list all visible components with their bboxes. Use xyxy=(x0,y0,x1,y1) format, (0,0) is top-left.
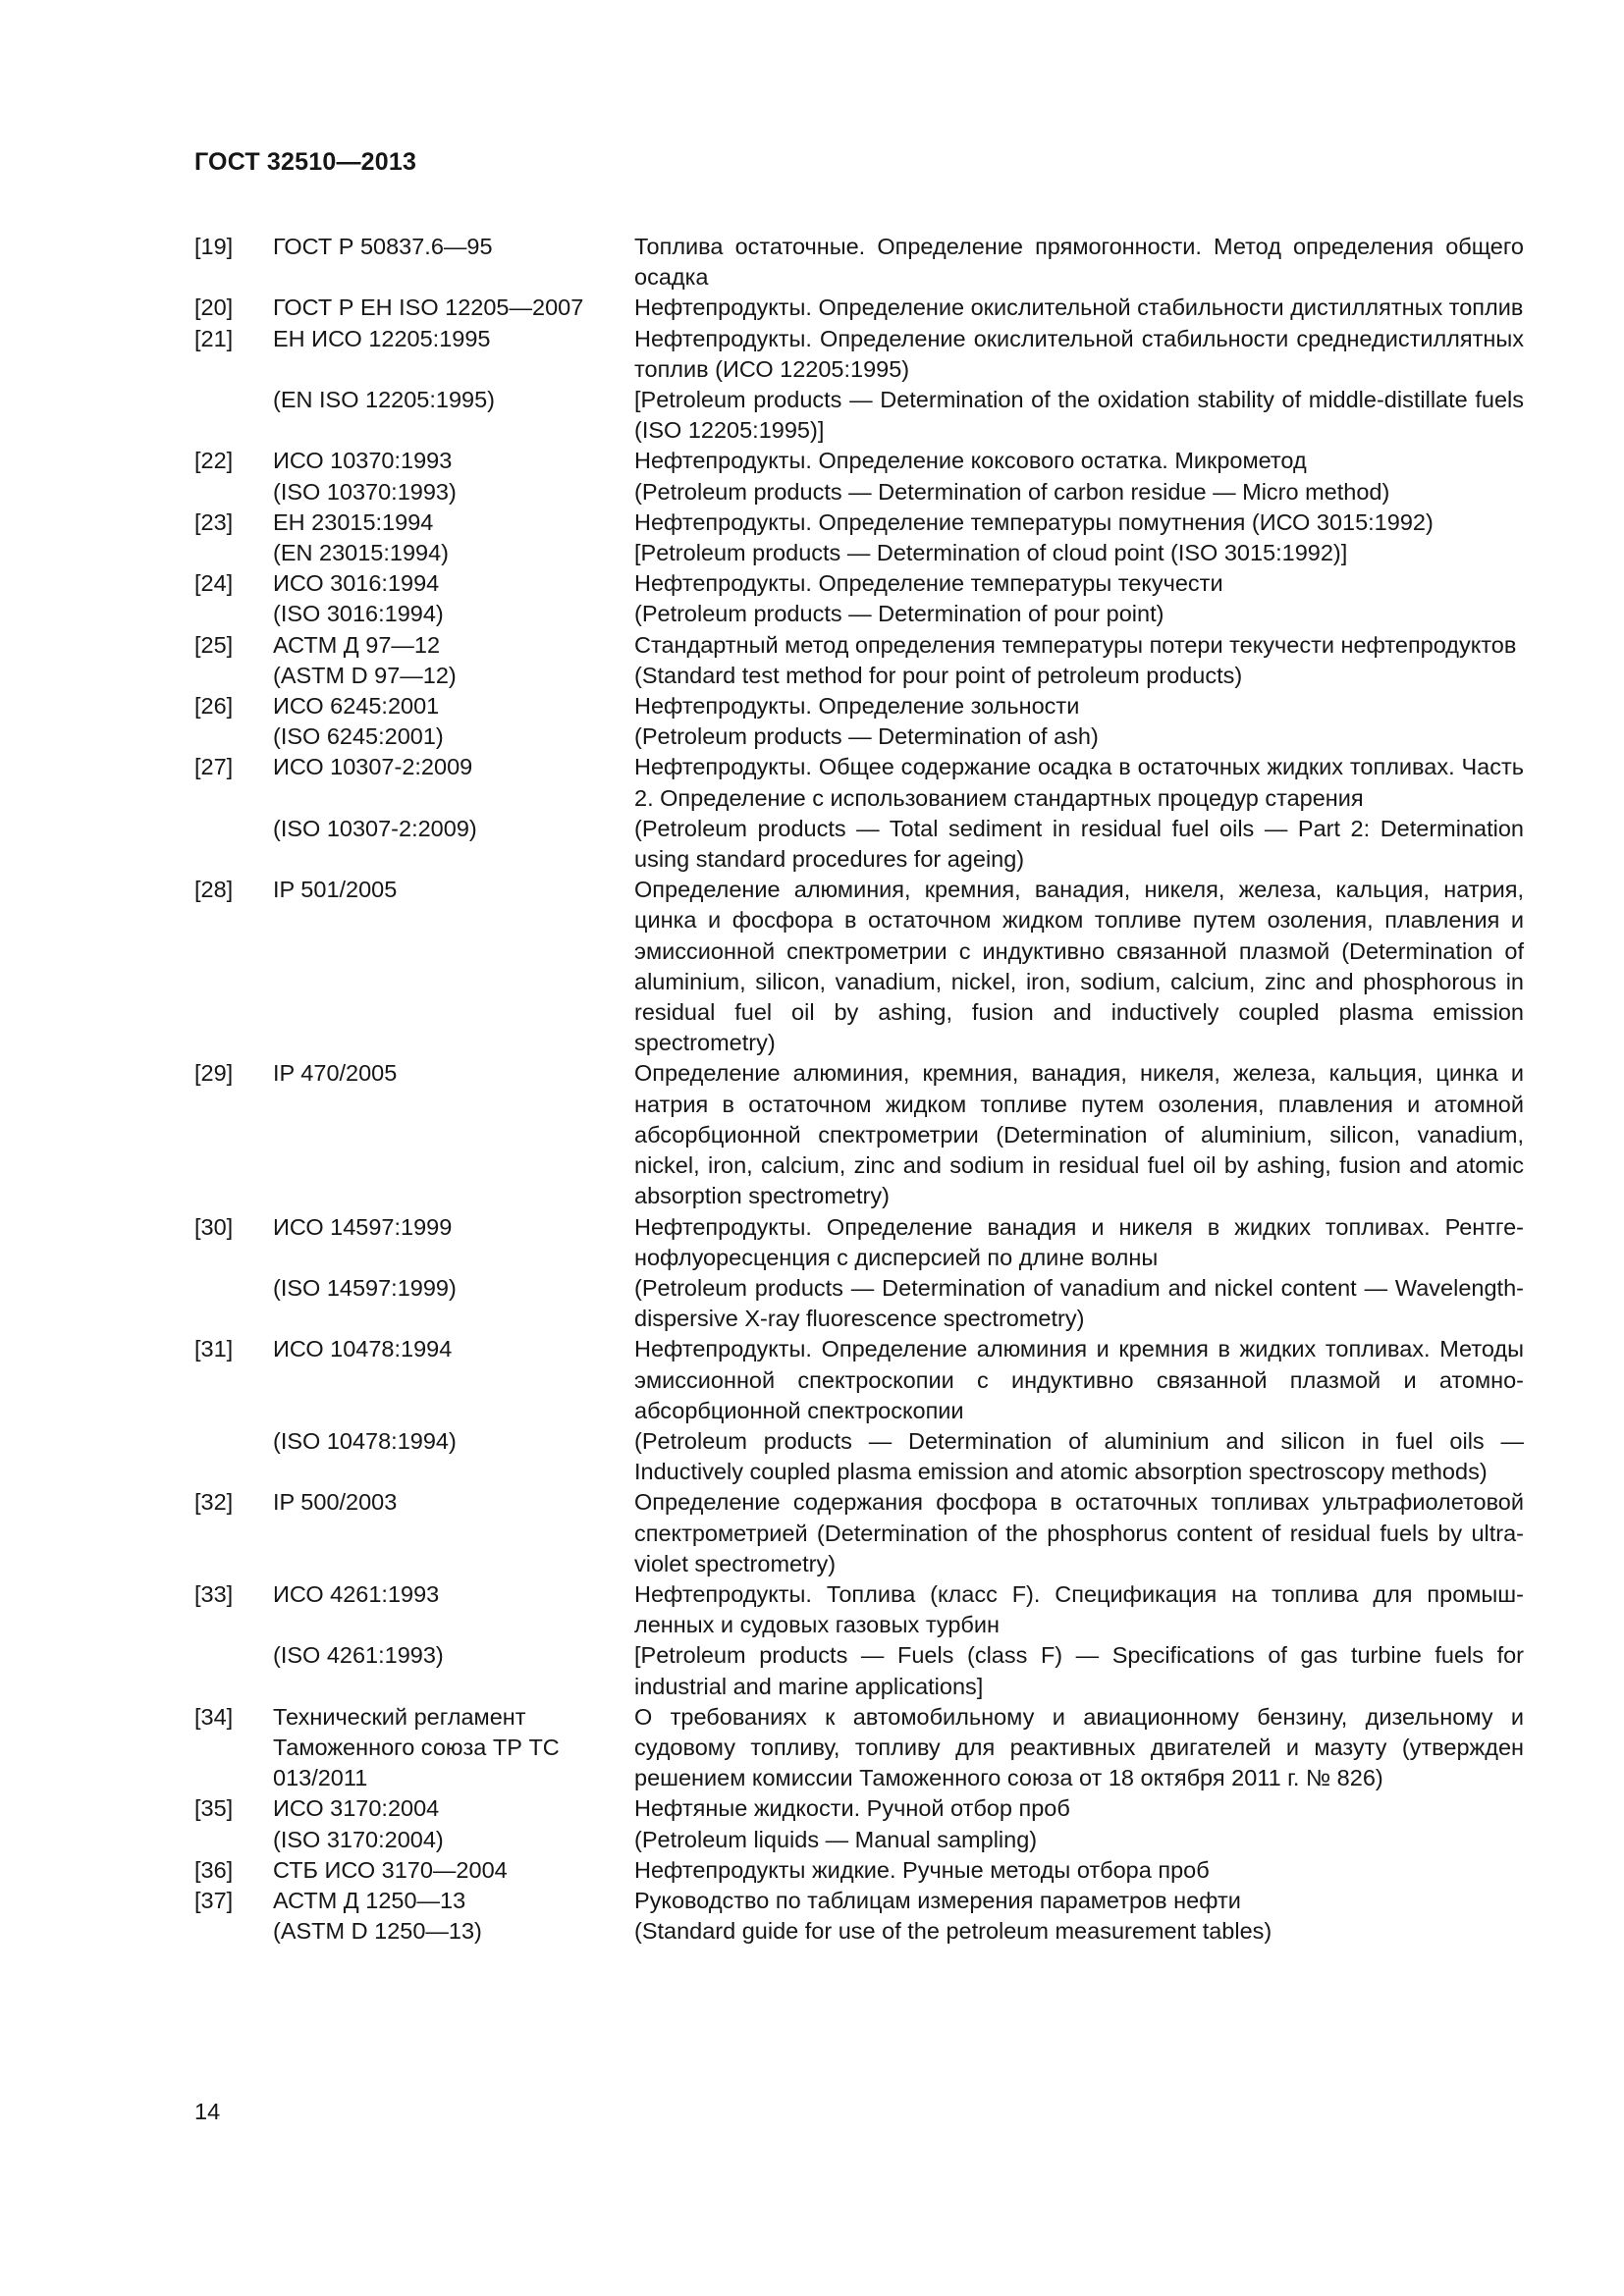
reference-code: ИСО 4261:1993 xyxy=(273,1580,440,1607)
reference-row xyxy=(194,1579,1524,1640)
reference-title: Нефтепродукты жидкие. Ручные методы отбора проб xyxy=(634,1856,1210,1883)
reference-title: Нефтепродукты. Определение ванадия и никеля в жидких топливах. Рентгенофлуоресценция с дисперсией по длине волны xyxy=(634,1213,1524,1270)
reference-row xyxy=(194,385,1524,446)
reference-row xyxy=(194,599,1524,629)
reference-number: [27] xyxy=(194,754,234,780)
reference-row xyxy=(194,1793,1524,1824)
reference-title: (Petroleum products — Total sediment in residual fuel oils — Part 2: Determination using standard procedures for ageing) xyxy=(634,815,1524,873)
reference-number: [21] xyxy=(194,325,234,351)
document-header-title: ГОСТ 32510—2013 xyxy=(194,148,417,176)
reference-title: [Petroleum products — Fuels (class F) — Specifications of gas turbine fuels for industrial and marine applications] xyxy=(634,1642,1524,1699)
reference-number: [32] xyxy=(194,1489,234,1516)
reference-number: [37] xyxy=(194,1887,234,1913)
reference-title: (Petroleum products — Determination of carbon residue — Micro method) xyxy=(634,478,1390,505)
reference-row xyxy=(194,721,1524,752)
reference-row xyxy=(194,752,1524,813)
reference-code: (ISO 6245:2001) xyxy=(273,723,444,750)
reference-number: [20] xyxy=(194,294,234,321)
reference-code: (ISO 3170:2004) xyxy=(273,1826,444,1852)
reference-row xyxy=(194,1640,1524,1701)
reference-row xyxy=(194,324,1524,385)
reference-row xyxy=(194,630,1524,661)
reference-code: ГОСТ Р ЕН ISO 12205—2007 xyxy=(273,294,584,321)
reference-code: ИСО 14597:1999 xyxy=(273,1213,453,1240)
reference-title: (Petroleum liquids — Manual sampling) xyxy=(634,1826,1038,1852)
reference-title: Нефтепродукты. Определение окислительной стабильности дистиллятных топлив xyxy=(634,294,1524,321)
reference-row xyxy=(194,1058,1524,1211)
reference-code: ИСО 6245:2001 xyxy=(273,693,440,720)
reference-title: (Petroleum products — Determination of vanadium and nickel content — Wavelength-dispersive X-ray fluorescence spectrometry) xyxy=(634,1274,1524,1332)
reference-code: IP 470/2005 xyxy=(273,1060,398,1087)
reference-code: (ISO 4261:1993) xyxy=(273,1642,444,1669)
reference-title: (Petroleum products — Determination of ash) xyxy=(634,723,1099,750)
reference-code: ИСО 3170:2004 xyxy=(273,1795,440,1822)
reference-number: [26] xyxy=(194,693,234,720)
reference-title: Определение алюминия, кремния, ванадия, никеля, железа, кальция, цинка и натрия в остаточном жидком топливе путем озоления, плавления и атомной абсорбционной спектрометрии (Determination of aluminium, silicon, vanadium, nickel, iron, calcium, zinc and sodium in residual fuel oil by ashing, fusion and atomic absorption spectrometry) xyxy=(634,1060,1524,1209)
reference-title: Нефтепродукты. Общее содержание осадка в остаточных жидких топливах. Часть 2. Определение с использованием стандартных процедур старения xyxy=(634,754,1524,811)
reference-row xyxy=(194,1334,1524,1426)
reference-row xyxy=(194,1855,1524,1886)
reference-title: (Petroleum products — Determination of aluminium and silicon in fuel oils — Inductively coupled plasma emission and atomic absorption spectroscopy methods) xyxy=(634,1427,1524,1485)
reference-number: [25] xyxy=(194,631,234,658)
reference-title: Нефтепродукты. Топлива (класс F). Спецификация на топлива для промышленных и судовых газовых турбин xyxy=(634,1580,1524,1638)
reference-title: Руководство по таблицам измерения параметров нефти xyxy=(634,1887,1241,1913)
reference-title: Нефтепродукты. Определение коксового остатка. Микрометод xyxy=(634,448,1307,474)
reference-code: (ASTM D 1250—13) xyxy=(273,1918,482,1945)
reference-code: ИСО 3016:1994 xyxy=(273,570,440,597)
reference-row xyxy=(194,1825,1524,1855)
reference-code: ГОСТ Р 50837.6—95 xyxy=(273,234,493,259)
reference-code: Технический регламент Таможенного союза ТР ТС 013/2011 xyxy=(273,1703,560,1791)
reference-row xyxy=(194,875,1524,1058)
reference-title: Нефтепродукты. Определение зольности xyxy=(634,693,1080,720)
reference-code: ЕН 23015:1994 xyxy=(273,508,434,535)
reference-code: СТБ ИСО 3170—2004 xyxy=(273,1856,508,1883)
reference-row xyxy=(194,1916,1524,1947)
reference-row xyxy=(194,1487,1524,1579)
reference-code: (ASTM D 97—12) xyxy=(273,662,457,688)
reference-code: (ISO 10370:1993) xyxy=(273,478,457,505)
reference-title: (Standard guide for use of the petroleum measurement tables) xyxy=(634,1918,1272,1945)
reference-row xyxy=(194,293,1524,323)
reference-row xyxy=(194,538,1524,568)
reference-number: [31] xyxy=(194,1336,234,1362)
reference-code: АСТМ Д 1250—13 xyxy=(273,1887,466,1913)
reference-row xyxy=(194,446,1524,476)
reference-code: (ISO 14597:1999) xyxy=(273,1274,457,1301)
reference-row xyxy=(194,1273,1524,1334)
reference-row xyxy=(194,232,1524,293)
reference-row xyxy=(194,568,1524,599)
reference-row xyxy=(194,814,1524,875)
reference-row xyxy=(194,477,1524,507)
reference-row xyxy=(194,1886,1524,1916)
reference-title: Нефтепродукты. Определение температуры текучести xyxy=(634,570,1223,597)
reference-title: (Petroleum products — Determination of pour point) xyxy=(634,601,1164,627)
reference-number: [34] xyxy=(194,1703,234,1730)
reference-title: О требованиях к автомобильному и авиационному бензину, дизельному и судовому топливу, топливу для реактивных двигателей и мазуту (утвержден решением комиссии Таможенного союза от 18 октября 2011 г. № 826) xyxy=(634,1703,1524,1791)
reference-title: Нефтепродукты. Определение алюминия и кремния в жидких топливах. Методы эмиссионной спектроскопии с индуктивно связанной плазмой и атомно-абсорбционной спектроскопии xyxy=(634,1336,1524,1423)
reference-number: [24] xyxy=(194,570,234,597)
reference-code: (EN ISO 12205:1995) xyxy=(273,387,495,413)
page-number: 14 xyxy=(194,2099,221,2124)
reference-code: IP 501/2005 xyxy=(273,877,398,903)
reference-code: ИСО 10478:1994 xyxy=(273,1336,453,1362)
reference-number: [22] xyxy=(194,448,234,474)
reference-number: [30] xyxy=(194,1213,234,1240)
reference-code: ИСО 10307-2:2009 xyxy=(273,754,473,780)
reference-row xyxy=(194,507,1524,538)
reference-number: [28] xyxy=(194,877,234,903)
reference-code: IP 500/2003 xyxy=(273,1489,398,1516)
reference-code: (ISO 10307-2:2009) xyxy=(273,815,477,841)
reference-title: Топлива остаточные. Определение прямогонности. Метод определения общего осадка xyxy=(634,234,1524,291)
reference-title: Нефтепродукты. Определение окислительной стабильности среднедистиллятных топлив (ИСО 12205:1995) xyxy=(634,325,1524,382)
reference-code: АСТМ Д 97—12 xyxy=(273,631,441,658)
reference-number: [36] xyxy=(194,1856,234,1883)
reference-number: [35] xyxy=(194,1795,234,1822)
reference-title: Стандартный метод определения температуры потери текучести нефтепродуктов xyxy=(634,631,1517,658)
reference-row xyxy=(194,1702,1524,1794)
reference-number: [19] xyxy=(194,234,234,259)
reference-row xyxy=(194,1426,1524,1487)
reference-title: [Petroleum products — Determination of cloud point (ISO 3015:1992)] xyxy=(634,540,1348,566)
reference-title: Определение содержания фосфора в остаточных топливах ультрафиолетовой спектрометрией (Determination of the phosphorus content of residual fuels by ultra-violet spectrometry) xyxy=(634,1489,1524,1576)
reference-title: Нефтепродукты. Определение температуры помутнения (ИСО 3015:1992) xyxy=(634,508,1434,535)
reference-number: [33] xyxy=(194,1580,234,1607)
reference-code: (ISO 3016:1994) xyxy=(273,601,444,627)
reference-row xyxy=(194,1212,1524,1273)
reference-row xyxy=(194,661,1524,691)
reference-code: (ISO 10478:1994) xyxy=(273,1427,457,1454)
bibliography-list xyxy=(194,232,1524,1947)
reference-title: [Petroleum products — Determination of the oxidation stability of middle-distillate fuels (ISO 12205:1995)] xyxy=(634,387,1524,444)
reference-number: [29] xyxy=(194,1060,234,1087)
reference-code: ЕН ИСО 12205:1995 xyxy=(273,325,491,351)
reference-title: (Standard test method for pour point of petroleum products) xyxy=(634,662,1243,688)
reference-code: (EN 23015:1994) xyxy=(273,540,449,566)
reference-code: ИСО 10370:1993 xyxy=(273,448,453,474)
reference-number: [23] xyxy=(194,508,234,535)
reference-title: Нефтяные жидкости. Ручной отбор проб xyxy=(634,1795,1070,1822)
reference-title: Определение алюминия, кремния, ванадия, никеля, железа, кальция, натрия, цинка и фосфора в остаточном жидком топливе путем озоления, плавления и эмиссионной спектрометрии с индуктивно связанной плазмой (Determination of aluminium, silicon, vanadium, nickel, iron, sodium, calcium, zinc and phosphorous in residual fuel oil by ashing, fusion and inductively coupled plasma emission spectrometry) xyxy=(634,877,1524,1056)
reference-row xyxy=(194,691,1524,721)
